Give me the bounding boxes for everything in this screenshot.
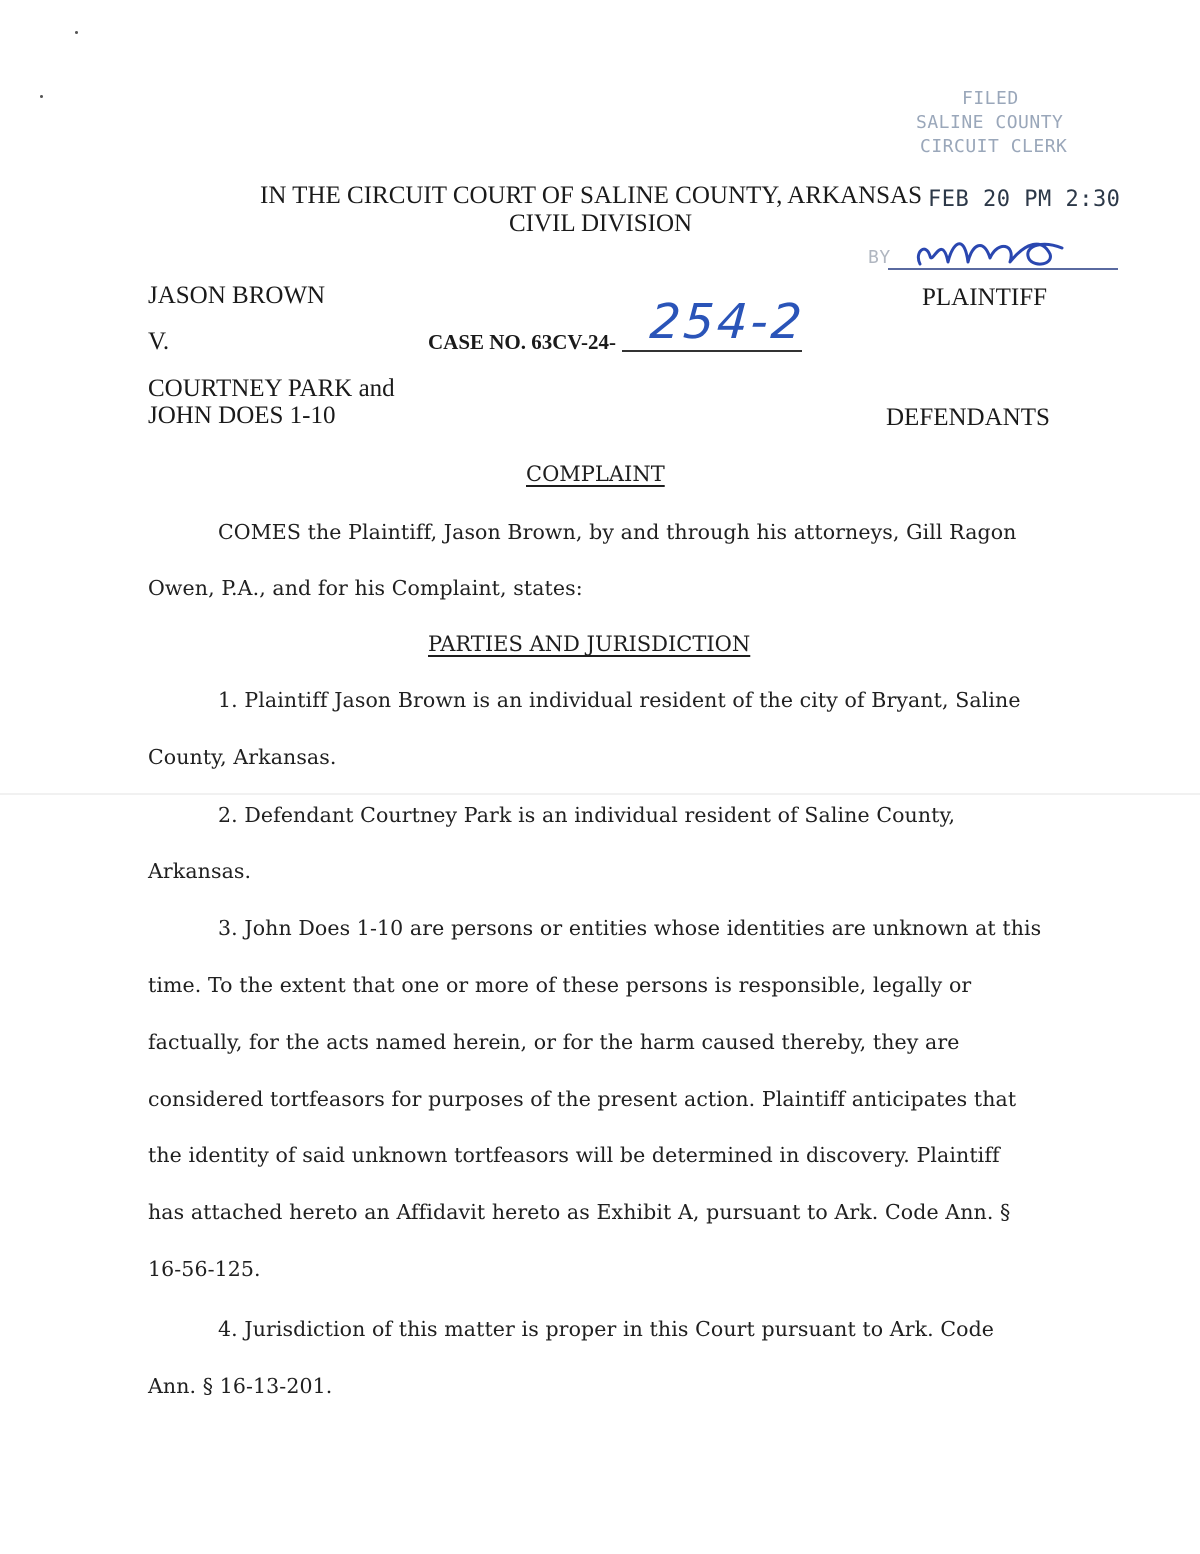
para-3-line-7: 16-56-125. xyxy=(148,1257,261,1281)
stamp-clerk: CIRCUIT CLERK xyxy=(920,136,1068,157)
para-3-line-3: factually, for the acts named herein, or for the harm caused thereby, they are xyxy=(148,1030,960,1054)
intro-line-1: COMES the Plaintiff, Jason Brown, by and through his attorneys, Gill Ragon xyxy=(218,520,1017,544)
para-3-line-4: considered tortfeasors for purposes of the present action. Plaintiff anticipates that xyxy=(148,1087,1017,1111)
stamp-by-label: BY xyxy=(868,247,891,268)
defendant-role: DEFENDANTS xyxy=(886,404,1050,431)
case-number-handwritten: 254-2 xyxy=(648,294,807,350)
para-3-line-1: 3. John Does 1-10 are persons or entities whose identities are unknown at this xyxy=(218,916,1042,940)
versus: V. xyxy=(148,328,170,355)
plaintiff-name: JASON BROWN xyxy=(148,282,326,309)
para-2-line-1: 2. Defendant Courtney Park is an individual resident of Saline County, xyxy=(218,803,956,827)
court-division: CIVIL DIVISION xyxy=(509,210,693,237)
court-title-text: IN THE CIRCUIT COURT OF SALINE COUNTY, ARKAN xyxy=(260,182,877,209)
para-3-line-2: time. To the extent that one or more of these persons is responsible, legally or xyxy=(148,973,972,997)
court-title-overprint: SAS xyxy=(876,182,923,209)
para-3-line-5: the identity of said unknown tortfeasors will be determined in discovery. Plaintiff xyxy=(148,1143,1000,1167)
para-4-line-1: 4. Jurisdiction of this matter is proper in this Court pursuant to Ark. Code xyxy=(218,1317,995,1341)
para-4-line-2: Ann. § 16-13-201. xyxy=(148,1374,333,1398)
stamp-filed: FILED xyxy=(962,88,1019,109)
scan-streak xyxy=(0,793,1200,795)
complaint-heading: COMPLAINT xyxy=(526,462,665,486)
case-number-line xyxy=(622,350,802,352)
intro-line-2: Owen, P.A., and for his Complaint, states: xyxy=(148,576,583,600)
scan-speck xyxy=(40,95,43,98)
case-number-label: CASE NO. 63CV-24- xyxy=(428,330,617,354)
para-3-line-6: has attached hereto an Affidavit hereto as Exhibit A, pursuant to Ark. Code Ann. § xyxy=(148,1200,1011,1224)
scan-speck xyxy=(75,31,78,34)
stamp-county: SALINE COUNTY xyxy=(916,112,1064,133)
plaintiff-role: PLAINTIFF xyxy=(922,284,1048,311)
court-title xyxy=(260,182,922,210)
clerk-signature xyxy=(912,222,1082,282)
section-heading: PARTIES AND JURISDICTION xyxy=(428,632,751,656)
para-1-line-2: County, Arkansas. xyxy=(148,745,337,769)
defendant-line-2: JOHN DOES 1-10 xyxy=(148,402,336,429)
stamp-date: FEB 20 PM 2:30 xyxy=(928,187,1121,212)
defendant-line-1: COURTNEY PARK and xyxy=(148,375,395,402)
para-1-line-1: 1. Plaintiff Jason Brown is an individual resident of the city of Bryant, Saline xyxy=(218,688,1021,712)
para-2-line-2: Arkansas. xyxy=(148,859,252,883)
